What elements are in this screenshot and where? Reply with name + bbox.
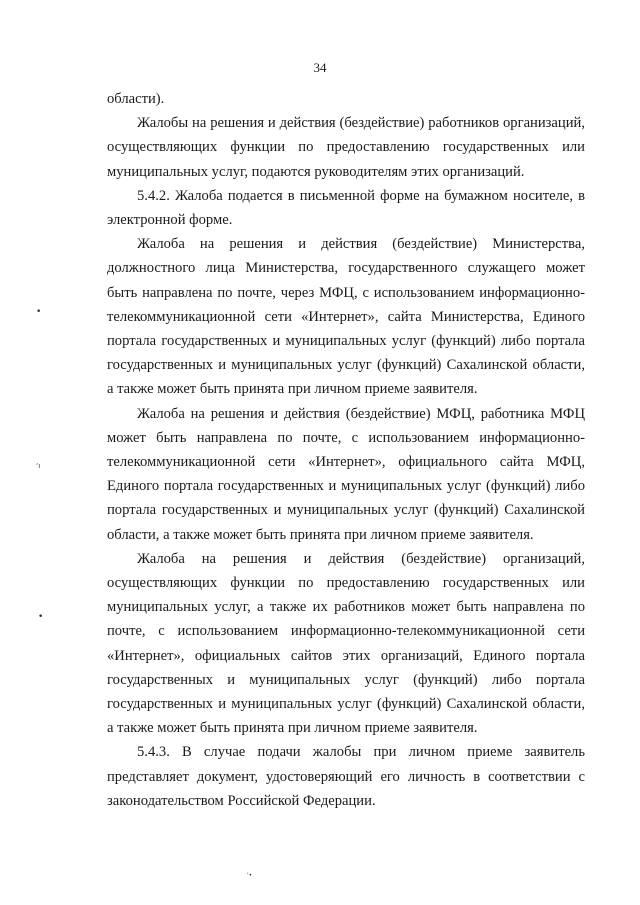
scan-artifact-speck: '• [247,872,253,879]
paragraph-6: Жалоба на решения и действия (бездействие) организаций, осуществляющих функции по предоставлению государственных или муниципальных услуг, а также их работников может быть направлена по почте, с использованием информационно-телекоммуникационной сети «Интернет», официальных сайтов этих организаций, Единого портала государственных и муниципальных услуг (функций) либо портала государственных и муниципальных услуг (функций) Сахалинской области, а также может быть принята при личном приеме заявителя. [107,550,585,737]
paragraph-4: Жалоба на решения и действия (бездействие) Министерства, должностного лица Министерства, государственного служащего может быть направлена по почте, через МФЦ, с использованием информационно-телекоммуникационной сети «Интернет», сайта Министерства, Единого портала государственных и муниципальных услуг (функций) либо портала государственных и муниципальных услуг (функций) Сахалинской области, а также может быть принята при личном приеме заявителя. [107,236,585,398]
scan-artifact-mark: ‘ı [36,462,41,470]
paragraph-7: 5.4.3. В случае подачи жалобы при личном приеме заявитель представляет документ, удостоверяющий его личность в соответствии с законодательством Российской Федерации. [107,744,585,810]
scan-artifact-dot: • [36,307,42,317]
paragraph-2: Жалобы на решения и действия (бездействие) работников организаций, осуществляющих функции по предоставлению государственных или муниципальных услуг, подаются руководителям этих организаций. [107,115,585,180]
document-body [107,87,585,814]
paragraph-1: области). [107,91,165,107]
page-number: 34 [313,60,327,75]
paragraph-3: 5.4.2. Жалоба подается в письменной форме на бумажном носителе, в электронной форме. [107,187,585,229]
paragraph-5: Жалоба на решения и действия (бездействие) МФЦ, работника МФЦ может быть направлена по почте, с использованием информационно-телекоммуникационной сети «Интернет», официального сайта МФЦ, Единого портала государственных и муниципальных услуг (функций) либо портала государственных и муниципальных услуг (функций) Сахалинской области, а также может быть принята при личном приеме заявителя. [107,405,585,543]
scan-artifact-dot: • [38,612,44,622]
